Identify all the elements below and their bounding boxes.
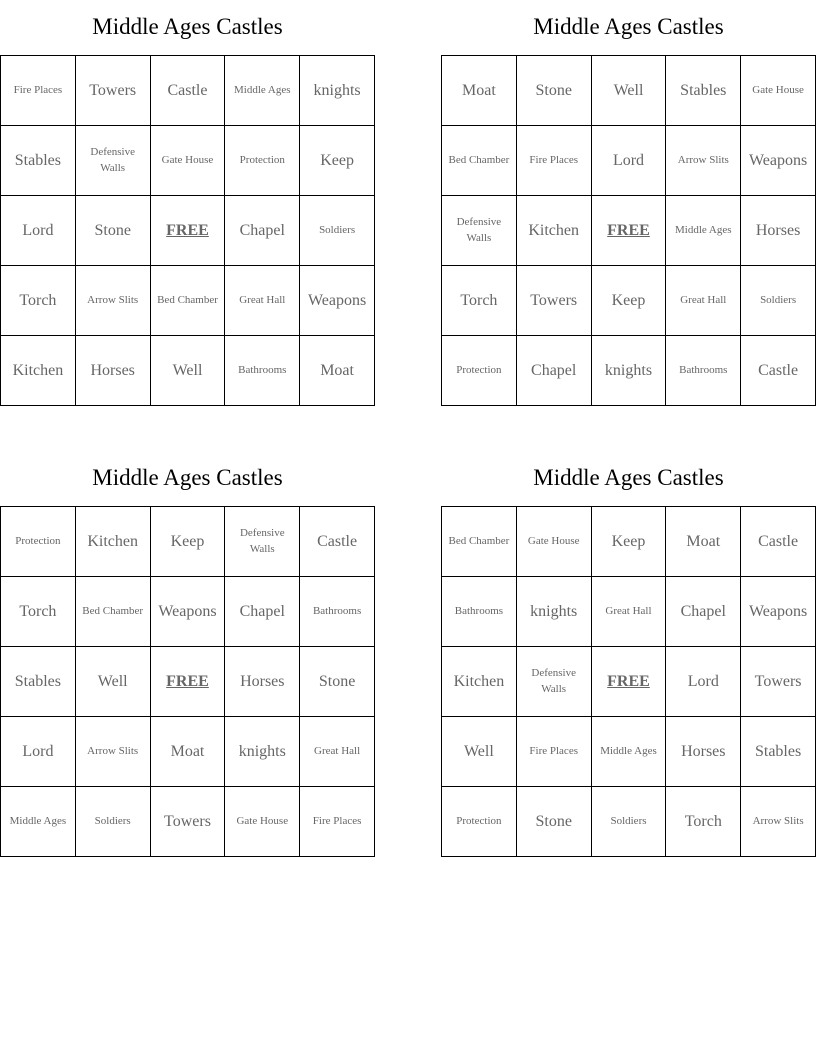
bingo-cell: Arrow Slits (76, 266, 151, 336)
bingo-cell: Horses (741, 196, 816, 266)
bingo-cell: Horses (76, 336, 151, 406)
bingo-cell: Horses (666, 717, 741, 787)
bingo-cell: knights (592, 336, 667, 406)
bingo-cell: Keep (300, 126, 375, 196)
bingo-cell: Protection (442, 787, 517, 857)
bingo-cell: Weapons (741, 126, 816, 196)
bingo-cell: Middle Ages (1, 787, 76, 857)
bingo-cell: Kitchen (517, 196, 592, 266)
bingo-cell: Kitchen (442, 647, 517, 717)
free-space: FREE (151, 196, 226, 266)
bingo-cell: Protection (442, 336, 517, 406)
bingo-cell: Bathrooms (225, 336, 300, 406)
bingo-grid (0, 55, 375, 406)
bingo-cell: Gate House (151, 126, 226, 196)
bingo-cell: Torch (442, 266, 517, 336)
free-space: FREE (592, 196, 667, 266)
bingo-cell: Towers (151, 787, 226, 857)
bingo-cell: Castle (741, 336, 816, 406)
bingo-cell: Towers (517, 266, 592, 336)
bingo-cell: Bed Chamber (76, 577, 151, 647)
bingo-cell: Fire Places (300, 787, 375, 857)
bingo-cell: Castle (741, 507, 816, 577)
bingo-cell: Protection (1, 507, 76, 577)
bingo-cell: Bed Chamber (442, 126, 517, 196)
bingo-cell: Bed Chamber (442, 507, 517, 577)
bingo-cell: Well (442, 717, 517, 787)
bingo-cell: Keep (151, 507, 226, 577)
bingo-cell: Horses (225, 647, 300, 717)
bingo-cell: Lord (592, 126, 667, 196)
free-space: FREE (151, 647, 226, 717)
bingo-cell: Soldiers (76, 787, 151, 857)
bingo-cell: Lord (1, 717, 76, 787)
bingo-card-2 (441, 0, 816, 406)
bingo-cell: Castle (300, 507, 375, 577)
card-title: Middle Ages Castles (533, 14, 724, 39)
bingo-grid (0, 506, 375, 857)
bingo-cell: Defensive Walls (517, 647, 592, 717)
bingo-cell: Bathrooms (442, 577, 517, 647)
bingo-cell: Bed Chamber (151, 266, 226, 336)
bingo-cell: Stables (666, 56, 741, 126)
bingo-cell: Gate House (225, 787, 300, 857)
bingo-cell: knights (300, 56, 375, 126)
bingo-cell: Bathrooms (666, 336, 741, 406)
bingo-cell: Lord (666, 647, 741, 717)
bingo-cell: Kitchen (1, 336, 76, 406)
bingo-card-4 (441, 451, 816, 857)
bingo-cell: Gate House (741, 56, 816, 126)
bingo-cell: Stables (1, 126, 76, 196)
free-space: FREE (592, 647, 667, 717)
bingo-cell: Weapons (151, 577, 226, 647)
bingo-cell: Stone (300, 647, 375, 717)
bingo-cell: Kitchen (76, 507, 151, 577)
bingo-cell: Fire Places (1, 56, 76, 126)
bingo-cell: Middle Ages (666, 196, 741, 266)
bingo-cell: Stone (76, 196, 151, 266)
bingo-cell: Stables (1, 647, 76, 717)
bingo-cell: Great Hall (225, 266, 300, 336)
bingo-cell: Great Hall (592, 577, 667, 647)
bingo-cell: Towers (76, 56, 151, 126)
bingo-cell: Stone (517, 56, 592, 126)
bingo-cell: Fire Places (517, 717, 592, 787)
card-title: Middle Ages Castles (92, 14, 283, 39)
bingo-cell: Keep (592, 507, 667, 577)
bingo-cell: Fire Places (517, 126, 592, 196)
bingo-cell: Stone (517, 787, 592, 857)
bingo-cell: knights (225, 717, 300, 787)
card-title: Middle Ages Castles (92, 465, 283, 490)
bingo-cell: Weapons (741, 577, 816, 647)
bingo-cell: Well (76, 647, 151, 717)
bingo-cell: Soldiers (300, 196, 375, 266)
bingo-cell: Chapel (225, 196, 300, 266)
bingo-cell: Chapel (517, 336, 592, 406)
bingo-cell: Moat (151, 717, 226, 787)
bingo-cell: Defensive Walls (442, 196, 517, 266)
bingo-card-3 (0, 451, 375, 857)
bingo-grid (441, 55, 816, 406)
bingo-cell: Torch (1, 577, 76, 647)
bingo-cell: Castle (151, 56, 226, 126)
bingo-cell: Arrow Slits (76, 717, 151, 787)
bingo-cell: Gate House (517, 507, 592, 577)
bingo-cell: Soldiers (741, 266, 816, 336)
bingo-cell: Moat (300, 336, 375, 406)
bingo-card-1 (0, 0, 375, 406)
card-title: Middle Ages Castles (533, 465, 724, 490)
bingo-cell: Torch (666, 787, 741, 857)
bingo-cell: Arrow Slits (666, 126, 741, 196)
bingo-cell: Soldiers (592, 787, 667, 857)
bingo-cell: Protection (225, 126, 300, 196)
bingo-cell: Well (592, 56, 667, 126)
bingo-cell: Moat (442, 56, 517, 126)
bingo-cell: Well (151, 336, 226, 406)
bingo-cell: Weapons (300, 266, 375, 336)
bingo-cell: Middle Ages (592, 717, 667, 787)
bingo-cell: Great Hall (300, 717, 375, 787)
bingo-cell: Great Hall (666, 266, 741, 336)
bingo-cell: Chapel (666, 577, 741, 647)
bingo-cell: Stables (741, 717, 816, 787)
bingo-cell: Lord (1, 196, 76, 266)
bingo-cell: Arrow Slits (741, 787, 816, 857)
bingo-cell: Bathrooms (300, 577, 375, 647)
bingo-cell: Chapel (225, 577, 300, 647)
bingo-grid (441, 506, 816, 857)
bingo-cell: Moat (666, 507, 741, 577)
bingo-cell: knights (517, 577, 592, 647)
bingo-cell: Defensive Walls (225, 507, 300, 577)
bingo-cell: Defensive Walls (76, 126, 151, 196)
bingo-cell: Towers (741, 647, 816, 717)
bingo-cell: Torch (1, 266, 76, 336)
bingo-cell: Keep (592, 266, 667, 336)
bingo-cell: Middle Ages (225, 56, 300, 126)
